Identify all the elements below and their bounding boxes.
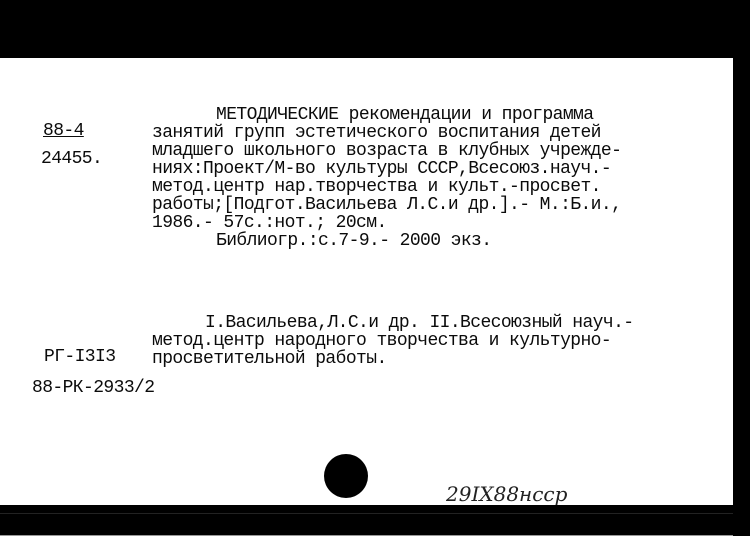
rg-number: РГ-I3I3 <box>44 347 116 367</box>
body-line-2: занятий групп эстетического воспитания детей <box>152 123 601 143</box>
rk-number: 88-РК-2933/2 <box>32 378 155 398</box>
tracing-line-2: метод.центр народного творчества и культурно- <box>152 331 612 351</box>
body-line-4: ниях:Проект/М-во культуры СССР,Всесоюз.науч.- <box>152 159 612 179</box>
handwritten-signature: 29IX88нсср <box>446 482 568 506</box>
body-line-1: МЕТОДИЧЕСКИЕ рекомендации и программа <box>216 105 594 125</box>
tracing-line-3: просветительной работы. <box>152 349 387 369</box>
punch-hole <box>324 454 368 498</box>
card-rule-line <box>0 513 733 514</box>
body-line-7: 1986.- 57с.:нот.; 20см. <box>152 213 387 233</box>
body-line-3: младшего школьного возраста в клубных учрежде- <box>152 141 622 161</box>
call-number-line2: 24455. <box>41 149 103 169</box>
call-number-line1: 88-4 <box>43 121 84 141</box>
body-line-8: Библиогр.:с.7-9.- 2000 экз. <box>216 231 492 251</box>
body-line-6: работы;[Подгот.Васильева Л.С.и др.].- М.:Б.и., <box>152 195 622 215</box>
tracing-line-1: I.Васильева,Л.С.и др. II.Всесоюзный науч.- <box>205 313 634 333</box>
body-line-5: метод.центр нар.творчества и культ.-просвет. <box>152 177 601 197</box>
catalog-card <box>0 58 733 505</box>
